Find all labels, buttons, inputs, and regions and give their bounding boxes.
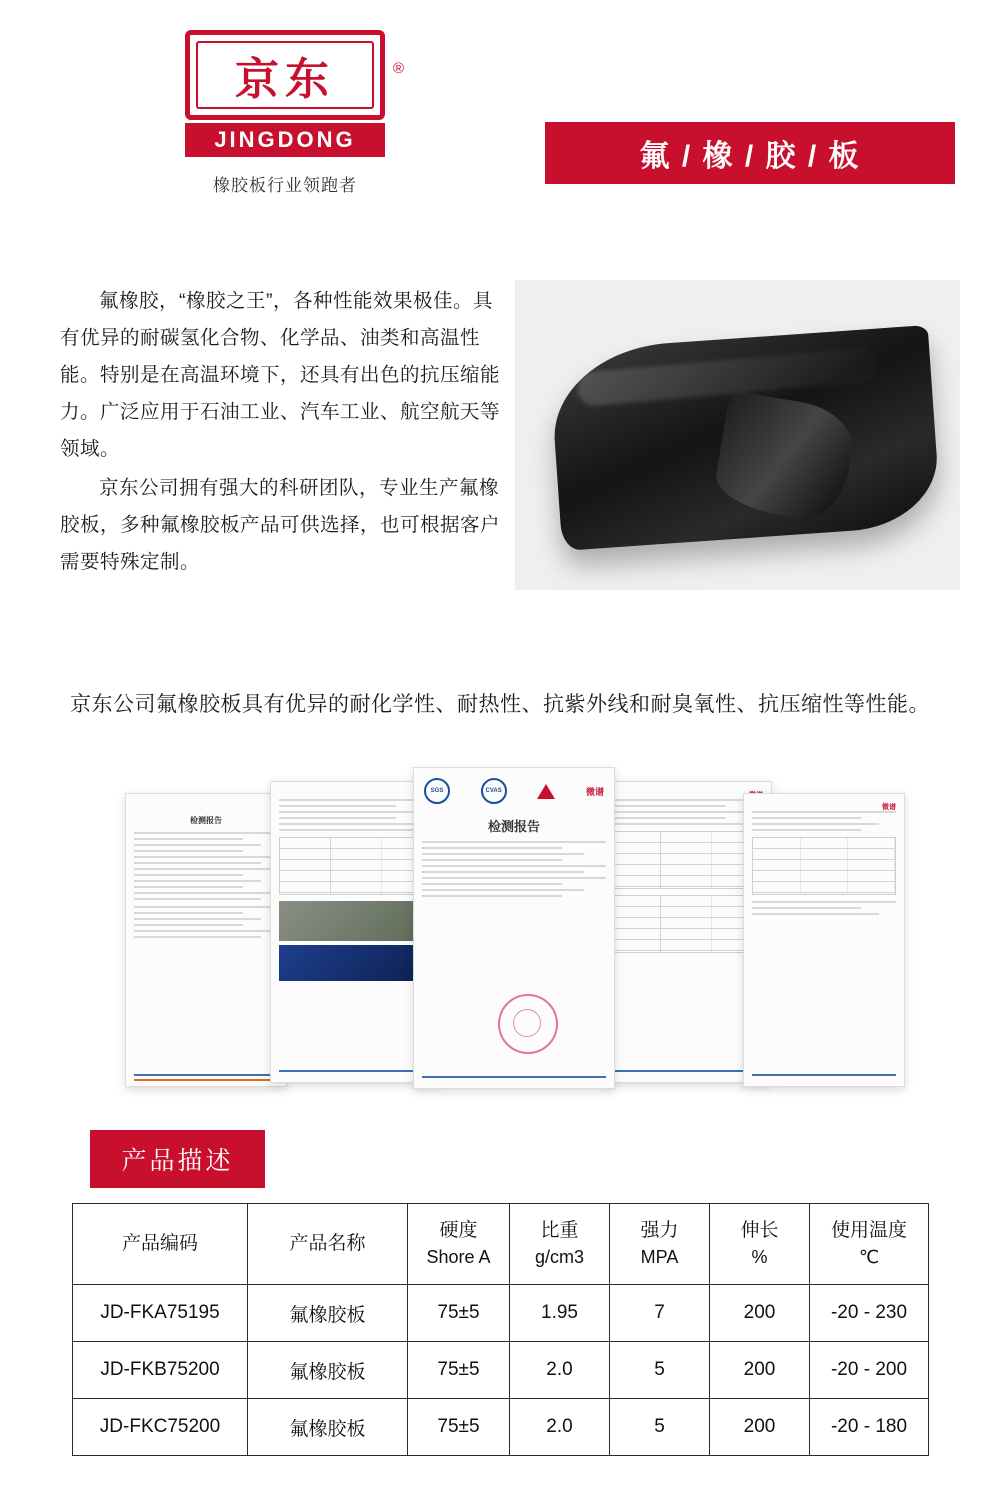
certificate-photo bbox=[279, 901, 433, 941]
certificate-table bbox=[279, 837, 433, 895]
certificate-accent-bar bbox=[134, 1079, 278, 1081]
certificate-accent-bar bbox=[609, 1070, 763, 1072]
certificate-text-lines bbox=[609, 799, 763, 825]
cell-hardness: 75±5 bbox=[408, 1399, 510, 1456]
certificate-text-lines bbox=[134, 906, 278, 938]
cell-elongation: 200 bbox=[710, 1399, 810, 1456]
logo-chinese-name: 京东 bbox=[235, 54, 335, 105]
brand-logo bbox=[185, 30, 405, 196]
header-main: 产品名称 bbox=[289, 1233, 366, 1254]
cvas-badge-icon: CVAS bbox=[481, 778, 507, 804]
cell-product-name: 氟橡胶板 bbox=[248, 1342, 408, 1399]
certificate-table bbox=[609, 831, 763, 889]
column-header-product-name bbox=[248, 1204, 408, 1285]
header-main: 硬度 bbox=[439, 1220, 478, 1241]
cell-product-name: 氟橡胶板 bbox=[248, 1399, 408, 1456]
certificate-document bbox=[125, 793, 287, 1087]
certificate-accent-bar bbox=[134, 1074, 278, 1076]
certificate-document bbox=[743, 793, 905, 1087]
cell-density: 2.0 bbox=[510, 1342, 610, 1399]
header-sub: Shore A bbox=[426, 1247, 491, 1267]
specification-table bbox=[72, 1203, 929, 1456]
certificate-accent-bar bbox=[422, 1076, 606, 1078]
column-header-strength bbox=[610, 1204, 710, 1285]
logo-english-name: JINGDONG bbox=[214, 127, 356, 152]
logo-bar bbox=[185, 123, 385, 157]
column-header-hardness bbox=[408, 1204, 510, 1285]
table-row bbox=[73, 1285, 929, 1342]
certificate-code bbox=[609, 788, 763, 793]
cell-strength: 7 bbox=[610, 1285, 710, 1342]
cell-product-code: JD-FKA75195 bbox=[73, 1285, 248, 1342]
intro-text-block bbox=[60, 283, 510, 581]
column-header-temperature bbox=[810, 1204, 929, 1285]
column-header-product-code bbox=[73, 1204, 248, 1285]
cell-hardness: 75±5 bbox=[408, 1285, 510, 1342]
cell-temperature: -20 - 200 bbox=[810, 1342, 929, 1399]
cell-strength: 5 bbox=[610, 1342, 710, 1399]
header-sub: MPA bbox=[640, 1247, 679, 1267]
certificate-gallery bbox=[95, 765, 925, 1095]
certificate-table bbox=[609, 895, 763, 953]
column-header-density bbox=[510, 1204, 610, 1285]
cell-product-code: JD-FKB75200 bbox=[73, 1342, 248, 1399]
feature-statement: 京东公司氟橡胶板具有优异的耐化学性、耐热性、抗紫外线和耐臭氧性、抗压缩性等性能。 bbox=[70, 693, 930, 716]
intro-paragraph-2: 京东公司拥有强大的科研团队，专业生产氟橡胶板，多种氟橡胶板产品可供选择，也可根据客户需要特殊定制。 bbox=[60, 477, 501, 573]
header-main: 比重 bbox=[540, 1220, 579, 1241]
certificate-document-main bbox=[413, 767, 615, 1089]
header-main: 产品编码 bbox=[121, 1233, 198, 1254]
header-sub: ℃ bbox=[858, 1247, 880, 1267]
table-row bbox=[73, 1342, 929, 1399]
product-title-banner bbox=[545, 122, 955, 184]
header-sub: % bbox=[751, 1247, 768, 1267]
cell-strength: 5 bbox=[610, 1399, 710, 1456]
cell-product-name: 氟橡胶板 bbox=[248, 1285, 408, 1342]
certificate-badges bbox=[424, 778, 604, 804]
cell-density: 1.95 bbox=[510, 1285, 610, 1342]
product-description-label: 产品描述 bbox=[121, 1147, 234, 1175]
cell-elongation: 200 bbox=[710, 1285, 810, 1342]
certificate-title: 检测报告 bbox=[190, 816, 222, 825]
product-description-tag bbox=[90, 1130, 265, 1188]
certificate-accent-bar bbox=[279, 1070, 433, 1072]
certificate-text-lines bbox=[134, 832, 278, 900]
certificate-text-lines bbox=[752, 901, 896, 915]
cell-temperature: -20 - 180 bbox=[810, 1399, 929, 1456]
cell-temperature: -20 - 230 bbox=[810, 1285, 929, 1342]
column-header-elongation bbox=[710, 1204, 810, 1285]
certificate-text-lines bbox=[279, 799, 433, 831]
logo-frame bbox=[185, 30, 385, 120]
product-title: 氟 / 橡 / 胶 / 板 bbox=[639, 140, 861, 173]
header-main: 使用温度 bbox=[830, 1220, 907, 1241]
weipu-badge-label: 微谱 bbox=[585, 786, 604, 797]
certificate-text-lines bbox=[752, 811, 896, 831]
sgs-badge-icon: SGS bbox=[424, 778, 450, 804]
header-sub: g/cm3 bbox=[534, 1247, 585, 1267]
product-photo bbox=[515, 280, 960, 590]
registered-trademark-icon: ® bbox=[393, 60, 405, 77]
cell-hardness: 75±5 bbox=[408, 1342, 510, 1399]
certificate-table bbox=[752, 837, 896, 895]
weipu-logo-icon bbox=[537, 784, 555, 799]
weipu-logo-icon: 微谱 bbox=[882, 804, 896, 811]
certificate-text-lines bbox=[422, 841, 606, 897]
certificate-photo bbox=[279, 945, 433, 981]
certificate-code bbox=[279, 788, 433, 793]
table-header-row bbox=[73, 1204, 929, 1285]
certificate-accent-bar bbox=[752, 1074, 896, 1076]
cell-product-code: JD-FKC75200 bbox=[73, 1399, 248, 1456]
cell-density: 2.0 bbox=[510, 1399, 610, 1456]
header-main: 强力 bbox=[640, 1220, 679, 1241]
certificate-title: 检测报告 bbox=[487, 819, 540, 834]
page-header bbox=[0, 0, 1000, 230]
brand-slogan: 橡胶板行业领跑者 bbox=[213, 176, 357, 195]
certificate-code bbox=[134, 800, 278, 805]
intro-paragraph-1: 氟橡胶，“橡胶之王”，各种性能效果极佳。具有优异的耐碳氢化合物、化学品、油类和高温性能。特别是在高温环境下，还具有出色的抗压缩能力。广泛应用于石油工业、汽车工业、航空航天等领域。 bbox=[60, 290, 501, 460]
header-main: 伸长 bbox=[740, 1220, 779, 1241]
cell-elongation: 200 bbox=[710, 1342, 810, 1399]
certificate-code bbox=[752, 800, 896, 805]
table-row bbox=[73, 1399, 929, 1456]
official-stamp-icon bbox=[498, 994, 558, 1054]
